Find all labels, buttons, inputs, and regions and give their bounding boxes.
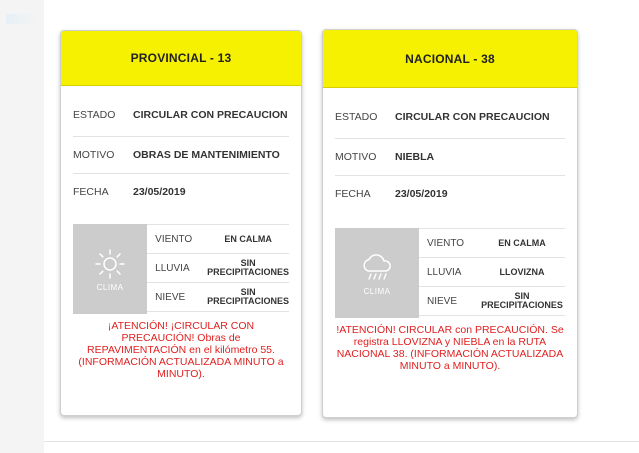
estado-row <box>335 96 565 139</box>
fecha-value: 23/05/2019 <box>395 187 448 200</box>
fecha-label: FECHA <box>335 188 371 200</box>
lluvia-value: LLOVIZNA <box>499 266 545 277</box>
weather-section <box>73 224 289 314</box>
clima-box <box>335 228 419 318</box>
nieve-value: SIN PRECIPITACIONES <box>207 287 289 306</box>
viento-row <box>147 224 289 254</box>
card-title: NACIONAL - 38 <box>323 30 577 88</box>
alert-message: !ATENCIÓN! CIRCULAR con PRECAUCIÓN. Se registra LLOVIZNA y NIEBLA en la RUTA NACIONAL 38. (INFORMACIÓN ACTUALIZADA MINUTO a MINUTO). <box>336 324 564 372</box>
weather-table <box>147 224 289 314</box>
lluvia-label: LLUVIA <box>155 262 190 274</box>
nieve-label: NIEVE <box>155 291 186 303</box>
sun-icon <box>93 247 127 281</box>
estado-value: CIRCULAR CON PRECAUCION <box>133 108 288 121</box>
clima-label: CLIMA <box>363 286 391 296</box>
nieve-value: SIN PRECIPITACIONES <box>481 291 563 310</box>
weather-section <box>335 228 565 318</box>
nieve-label: NIEVE <box>427 295 458 307</box>
card-title: PROVINCIAL - 13 <box>61 31 301 86</box>
divider <box>44 441 639 442</box>
lluvia-row <box>147 254 289 283</box>
viento-label: VIENTO <box>427 237 465 249</box>
estado-label: ESTADO <box>73 109 116 121</box>
route-card-provincial-13 <box>60 30 302 416</box>
fecha-row <box>73 174 289 210</box>
lluvia-row <box>419 258 565 287</box>
motivo-row <box>73 137 289 174</box>
estado-value: CIRCULAR CON PRECAUCION <box>395 110 550 123</box>
clima-box <box>73 224 147 314</box>
viento-row <box>419 228 565 258</box>
motivo-label: MOTIVO <box>335 151 377 163</box>
lluvia-value: SIN PRECIPITACIONES <box>207 258 289 277</box>
estado-row <box>73 94 289 137</box>
decorative-bar <box>6 14 38 24</box>
route-card-nacional-38 <box>322 29 578 418</box>
motivo-value: NIEBLA <box>395 150 435 163</box>
motivo-label: MOTIVO <box>73 149 115 161</box>
viento-value: EN CALMA <box>498 237 546 248</box>
weather-table <box>419 228 565 318</box>
motivo-value: OBRAS DE MANTENIMIENTO <box>133 148 280 161</box>
viento-label: VIENTO <box>155 233 193 245</box>
viento-value: EN CALMA <box>224 233 272 244</box>
left-sidebar-strip <box>0 0 44 453</box>
motivo-row <box>335 139 565 176</box>
nieve-row <box>147 283 289 312</box>
alert-message: ¡ATENCIÓN! ¡CIRCULAR CON PRECAUCIÓN! Obras de REPAVIMENTACIÓN en el kilómetro 55. (INFORMACIÓN ACTUALIZADA MINUTO a MINUTO). <box>78 320 284 380</box>
nieve-row <box>419 287 565 316</box>
estado-label: ESTADO <box>335 111 378 123</box>
fecha-row <box>335 176 565 212</box>
fecha-label: FECHA <box>73 186 109 198</box>
rain-cloud-icon <box>359 251 395 285</box>
fecha-value: 23/05/2019 <box>133 185 186 198</box>
clima-label: CLIMA <box>96 282 124 292</box>
lluvia-label: LLUVIA <box>427 266 462 278</box>
